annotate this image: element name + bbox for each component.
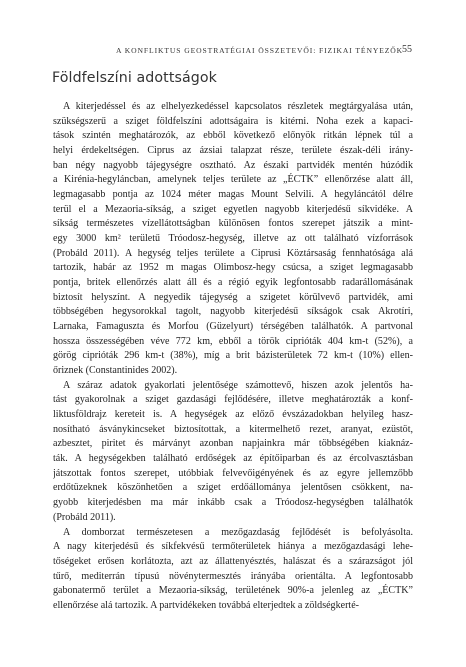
text-line: a Kirénia-hegyláncban, amelynek teljes területe az „ÉCTK” ellenőrzése alatt áll, (53, 174, 413, 186)
text-line: helyi érdekeltségen. Ciprus az ázsiai talapzat része, területe észak-déli irány- (53, 145, 413, 157)
body-text (53, 100, 413, 614)
text-line: többségében hegysorokkal tagolt, nagyobb kiterjedésű síkságok csak Akrotíri, (53, 306, 413, 318)
text-line: Larnaka, Famaguszta és Morfou (Güzelyurt) térségében találhatók. A partvonal (53, 321, 413, 333)
text-line: (Probáld 2011). A hegység teljes területe a Ciprusi Köztársaság fennhatósága alá (53, 247, 413, 259)
text-line: biztosít helyszínt. A negyedik tájegység a szigetet körülvevő partvidék, ami (53, 291, 413, 303)
text-line: terül el a Mezaoria-síkság, a sziget egyetlen nagyobb kiterjedésű síkvidéke. A (53, 203, 413, 215)
text-line: tűrő, mediterrán típusú növénytermesztés irányába orientálta. A legfontosabb (53, 570, 413, 582)
text-line: szükségszerű a sziget földfelszíni adottságaira is kitérni. Noha ezek a kapaci- (53, 115, 413, 127)
text-line: tások szintén meghatározók, az ebből következő előnyök ritkán lépnek túl a (53, 130, 413, 142)
text-line: azbesztet, piritet és márványt azonban napjainkra már többségében kiaknáz- (53, 438, 413, 450)
section-heading: Földfelszíni adottságok (52, 70, 217, 86)
text-line: tartozik, habár az 1952 m magas Olimbosz-hegy csúcsa, a sziget legmagasabb (53, 262, 413, 274)
text-line: egy 3000 km² területű Tróodosz-hegység, illetve az ott található vízforrások (53, 233, 413, 245)
paragraph (53, 526, 413, 614)
text-line: nosítható ásványkincseket biztosítottak, a kitermelhető rezet, aranyat, ezüstöt, (53, 423, 413, 435)
text-line: tőségeket erősen korlátozta, azt az állattenyésztés, halászat és a szárazságot jól (53, 555, 413, 567)
text-line: (Probáld 2011). (53, 511, 116, 523)
running-head: A KONFLIKTUS GEOSTRATÉGIAI ÖSSZETEVŐI: FIZIKAI TÉNYEZŐK (116, 46, 404, 55)
paragraph (53, 379, 413, 526)
text-line: A nagy kiterjedésű és síkfekvésű termőterületek hiánya a mezőgazdasági lehe- (53, 541, 413, 553)
text-line: A domborzat természetesen a mezőgazdaság fejlődését is befolyásolta. (63, 526, 413, 538)
text-line: őriznek (Constantinides 2002). (53, 365, 178, 377)
text-line: gabonatermő terület a Mezaoria-síkság, területének 90%-a jelenleg az „ÉCTK” (53, 585, 413, 597)
text-line: görög ciprióták 296 km-t (38%), míg a brit bázisterületek 72 km-t (10%) ellen- (53, 350, 413, 362)
text-line: A száraz adatok gyakorlati jelentősége számottevő, hiszen azok jelentős ha- (63, 379, 413, 391)
text-line: legmagasabb pontja az 1024 méter magas Mount Selvili. A hegyláncától délre (53, 189, 413, 201)
text-line: ellenőrzése alá tartozik. A partvidékeken továbbá elterjedtek a zöldségkerté- (53, 599, 360, 611)
page-number: 55 (402, 44, 412, 55)
text-line: ban négy nagyobb tájegységre osztható. Az északi partvidék mentén húzódik (53, 159, 413, 171)
text-line: A kiterjedéssel és az elhelyezkedéssel kapcsolatos részletek megtárgyalása után, (63, 101, 413, 112)
text-line: ták. A hegységekben található erdőségek az építőiparban és az ércolvasztásban (53, 453, 413, 465)
text-line: síkság természetes vízellátottságban különösen fontos szerepet játszik a mint- (53, 218, 413, 230)
text-line: erdőtüzeknek köszönhetően a sziget erdőállománya jelentősen csökkent, na- (53, 482, 413, 494)
text-line: hossza összességében véve 772 km, ebből a török ciprióták 404 km-t (52%), a (53, 335, 413, 347)
text-line: tást gyakorolnak a sziget gazdasági fejlődésére, illetve meghatározták a konf- (53, 394, 413, 406)
paragraph (53, 100, 413, 379)
text-line: gyobb kiterjedésben ma már inkább csak a Tróodosz-hegységben találhatók (53, 497, 413, 509)
text-line: játszottak fontos szerepet, utóbbiak felvevőigényének és az egyre jellemzőbb (53, 467, 413, 479)
text-line: pontja, britek ellenőrzés alatt áll és a régió egyik legfontosabb radarállomásának (53, 277, 413, 289)
text-line: liktusföldrajz kereteit is. A hegységek az előző évszázadokban helyileg hasz- (53, 409, 413, 421)
